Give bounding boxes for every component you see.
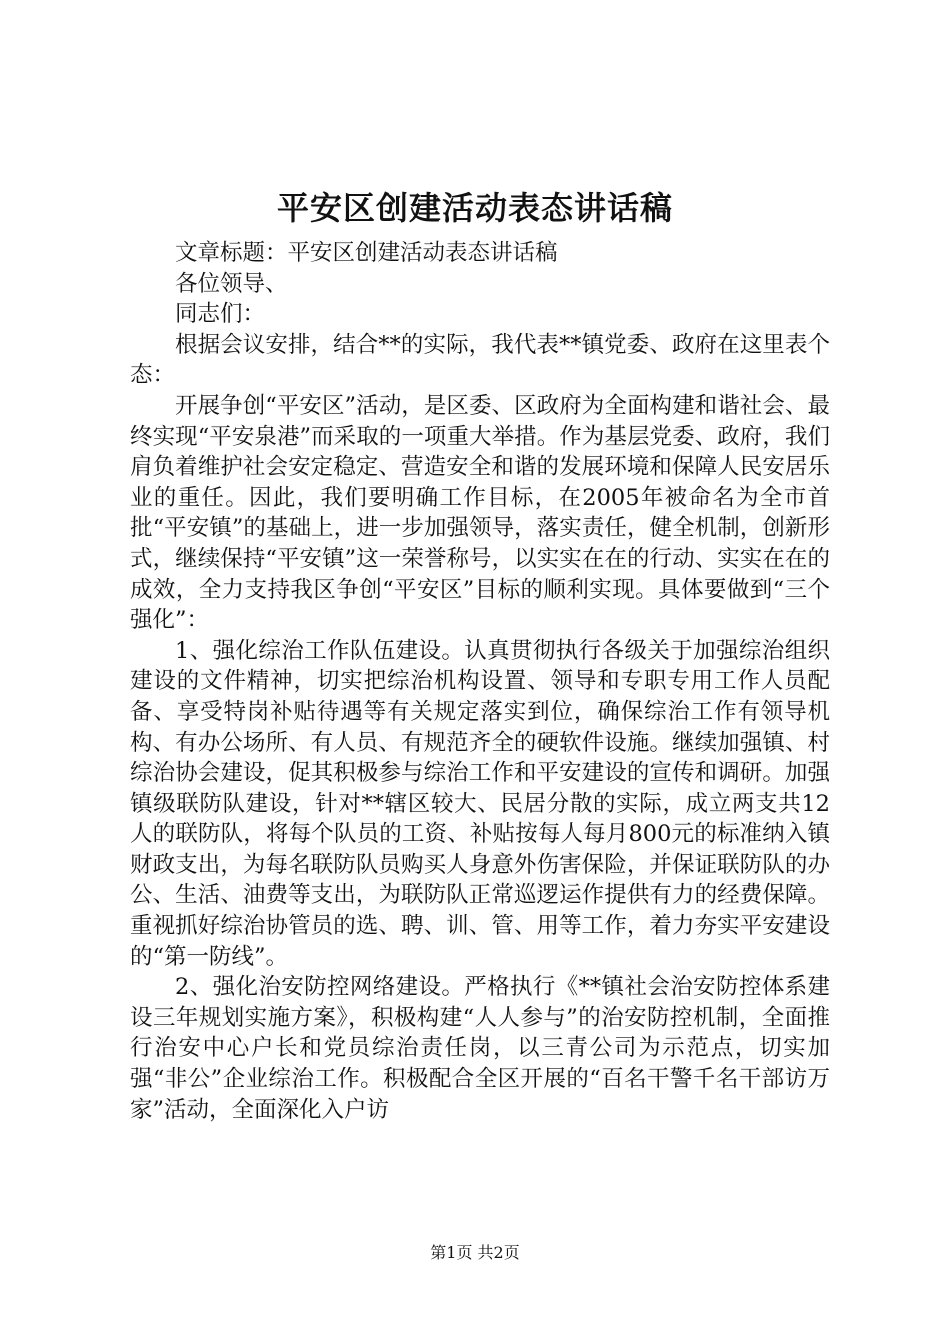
paragraph-point-2: 2、强化治安防控网络建设。严格执行《**镇社会治安防控体系建设三年规划实施方案》，积极构建“人人参与”的治安防控机制，全面推行治安中心户长和党员综治责任岗，以三青公司为示范点，切实加强“非公”企业综治工作。积极配合全区开展的“百名干警千名干部访万家”活动，全面深化入户访 [130,974,830,1123]
paragraph-point-1: 1、强化综治工作队伍建设。认真贯彻执行各级关于加强综治组织建设的文件精神，切实把综治机构设置、领导和专职专用工作人员配备、享受特岗补贴待遇等有关规定落实到位，确保综治工作有领导机构、有办公场所、有人员、有规范齐全的硬软件设施。继续加强镇、村综治协会建设，促其积极参与综治工作和平安建设的宣传和调研。加强镇级联防队建设，针对**辖区较大、民居分散的实际，成立两支共12人的联防队，将每个队员的工资、补贴按每人每月800元的标准纳入镇财政支出，为每名联防队员购买人身意外伤害保险，并保证联防队的办公、生活、油费等支出，为联防队正常巡逻运作提供有力的经费保障。重视抓好综治协管员的选、聘、训、管、用等工作，着力夯实平安建设的“第一防线”。 [130,637,830,970]
article-title-line: 文章标题：平安区创建活动表态讲话稿 [175,240,558,266]
document-body [130,238,830,1125]
salutation-comrades: 同志们： [175,301,266,328]
paragraph-activity: 开展争创“平安区”活动，是区委、区政府为全面构建和谐社会、最终实现“平安泉港”而采取的一项重大举措。作为基层党委、政府，我们肩负着维护社会安定稳定、营造安全和谐的发展环境和保障人民安居乐业的重任。因此，我们要明确工作目标，在2005年被命名为全市首批“平安镇”的基础上，进一步加强领导，落实责任，健全机制，创新形式，继续保持“平安镇”这一荣誉称号，以实实在在的行动、实实在在的成效，全力支持我区争创“平安区”目标的顺利实现。具体要做到“三个强化”： [130,392,830,634]
page-number-footer: 第1页 共2页 [430,1243,520,1262]
salutation-leaders: 各位领导、 [175,270,288,297]
paragraph-intro: 根据会议安排，结合**的实际，我代表**镇党委、政府在这里表个态： [130,331,830,389]
document-title: 平安区创建活动表态讲话稿 [276,189,673,227]
